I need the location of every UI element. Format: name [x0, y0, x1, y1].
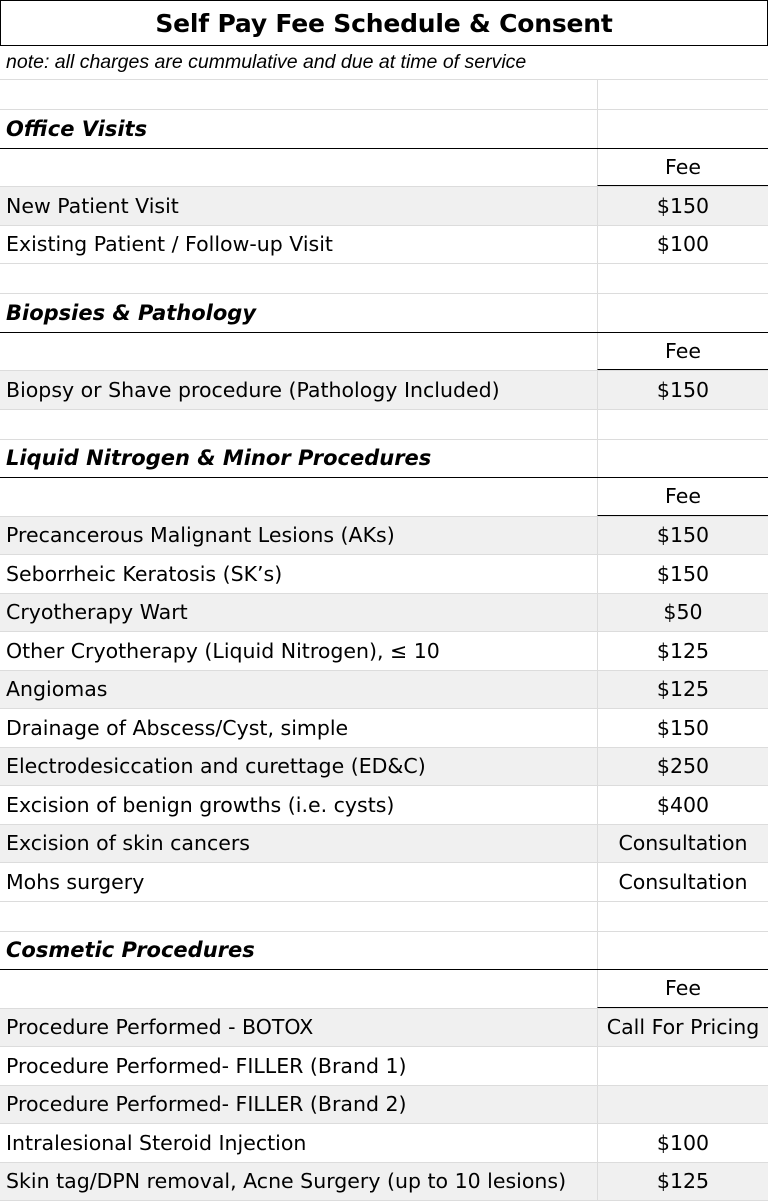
- service-label: Other Cryotherapy (Liquid Nitrogen), ≤ 10: [0, 632, 597, 670]
- service-fee: $125: [597, 671, 768, 709]
- section-title: Biopsies & Pathology: [0, 294, 597, 332]
- table-row: [0, 786, 768, 825]
- service-fee: $150: [597, 709, 768, 747]
- fee-header-row: [0, 478, 768, 517]
- table-row: [0, 748, 768, 787]
- fee-header-empty-cell: [0, 478, 597, 516]
- spacer-cell: [597, 264, 768, 293]
- service-label: Procedure Performed- FILLER (Brand 1): [0, 1047, 597, 1085]
- section-header-row: [0, 110, 768, 149]
- service-fee: $125: [597, 632, 768, 670]
- section-title: Office Visits: [0, 110, 597, 148]
- note-text: note: all charges are cummulative and due at time of service: [0, 46, 768, 80]
- fee-header-row: [0, 970, 768, 1009]
- section-empty-cell: [597, 440, 768, 478]
- section-title: Cosmetic Procedures: [0, 932, 597, 970]
- table-row: [0, 226, 768, 265]
- fee-column-header: Fee: [597, 333, 768, 371]
- service-label: Electrodesiccation and curettage (ED&C): [0, 748, 597, 786]
- service-label: Seborrheic Keratosis (SK’s): [0, 555, 597, 593]
- spacer-row: [0, 902, 768, 932]
- service-label: Skin tag/DPN removal, Acne Surgery (up to 10 lesions): [0, 1163, 597, 1201]
- service-fee: $250: [597, 748, 768, 786]
- spacer-cell: [0, 80, 597, 109]
- service-label: Drainage of Abscess/Cyst, simple: [0, 709, 597, 747]
- service-label: Excision of skin cancers: [0, 825, 597, 863]
- service-label: Procedure Performed - BOTOX: [0, 1009, 597, 1047]
- fee-header-empty-cell: [0, 149, 597, 187]
- page-title: Self Pay Fee Schedule & Consent: [0, 0, 768, 46]
- table-row: [0, 1009, 768, 1048]
- service-fee: $150: [597, 517, 768, 555]
- section-header-row: [0, 294, 768, 333]
- table-row: [0, 594, 768, 633]
- table-row: [0, 632, 768, 671]
- table-row: [0, 371, 768, 410]
- fee-header-empty-cell: [0, 970, 597, 1008]
- table-row: [0, 1163, 768, 1201]
- service-label: Angiomas: [0, 671, 597, 709]
- section-empty-cell: [597, 932, 768, 970]
- service-fee: Call For Pricing: [597, 1009, 768, 1047]
- service-fee: $100: [597, 226, 768, 264]
- fee-header-row: [0, 333, 768, 372]
- service-fee: $150: [597, 187, 768, 225]
- table-row: [0, 1124, 768, 1163]
- section-header-row: [0, 440, 768, 479]
- spacer-cell: [0, 264, 597, 293]
- service-label: Biopsy or Shave procedure (Pathology Included): [0, 371, 597, 409]
- spacer-row: [0, 264, 768, 294]
- spacer-row: [0, 80, 768, 110]
- table-row: [0, 825, 768, 864]
- section-title: Liquid Nitrogen & Minor Procedures: [0, 440, 597, 478]
- service-label: New Patient Visit: [0, 187, 597, 225]
- service-fee: $150: [597, 555, 768, 593]
- service-label: Precancerous Malignant Lesions (AKs): [0, 517, 597, 555]
- service-label: Procedure Performed- FILLER (Brand 2): [0, 1086, 597, 1124]
- service-fee: $125: [597, 1163, 768, 1201]
- service-label: Cryotherapy Wart: [0, 594, 597, 632]
- table-row: [0, 863, 768, 902]
- spacer-cell: [597, 80, 768, 109]
- table-row: [0, 555, 768, 594]
- fee-column-header: Fee: [597, 149, 768, 187]
- fee-column-header: Fee: [597, 970, 768, 1008]
- table-row: [0, 671, 768, 710]
- spacer-cell: [0, 410, 597, 439]
- table-row: [0, 187, 768, 226]
- service-fee: [597, 1086, 768, 1124]
- table-row: [0, 709, 768, 748]
- spacer-cell: [597, 902, 768, 931]
- fee-table: [0, 80, 768, 1201]
- spacer-cell: [0, 902, 597, 931]
- spacer-row: [0, 410, 768, 440]
- table-row: [0, 517, 768, 556]
- service-label: Mohs surgery: [0, 863, 597, 901]
- section-header-row: [0, 932, 768, 971]
- service-fee: $400: [597, 786, 768, 824]
- service-label: Intralesional Steroid Injection: [0, 1124, 597, 1162]
- section-empty-cell: [597, 294, 768, 332]
- fee-header-empty-cell: [0, 333, 597, 371]
- service-fee: [597, 1047, 768, 1085]
- service-fee: $150: [597, 371, 768, 409]
- table-row: [0, 1047, 768, 1086]
- table-row: [0, 1086, 768, 1125]
- fee-column-header: Fee: [597, 478, 768, 516]
- section-empty-cell: [597, 110, 768, 148]
- service-fee: $50: [597, 594, 768, 632]
- spacer-cell: [597, 410, 768, 439]
- service-fee: Consultation: [597, 825, 768, 863]
- service-fee: Consultation: [597, 863, 768, 901]
- service-fee: $100: [597, 1124, 768, 1162]
- service-label: Excision of benign growths (i.e. cysts): [0, 786, 597, 824]
- service-label: Existing Patient / Follow-up Visit: [0, 226, 597, 264]
- fee-header-row: [0, 149, 768, 188]
